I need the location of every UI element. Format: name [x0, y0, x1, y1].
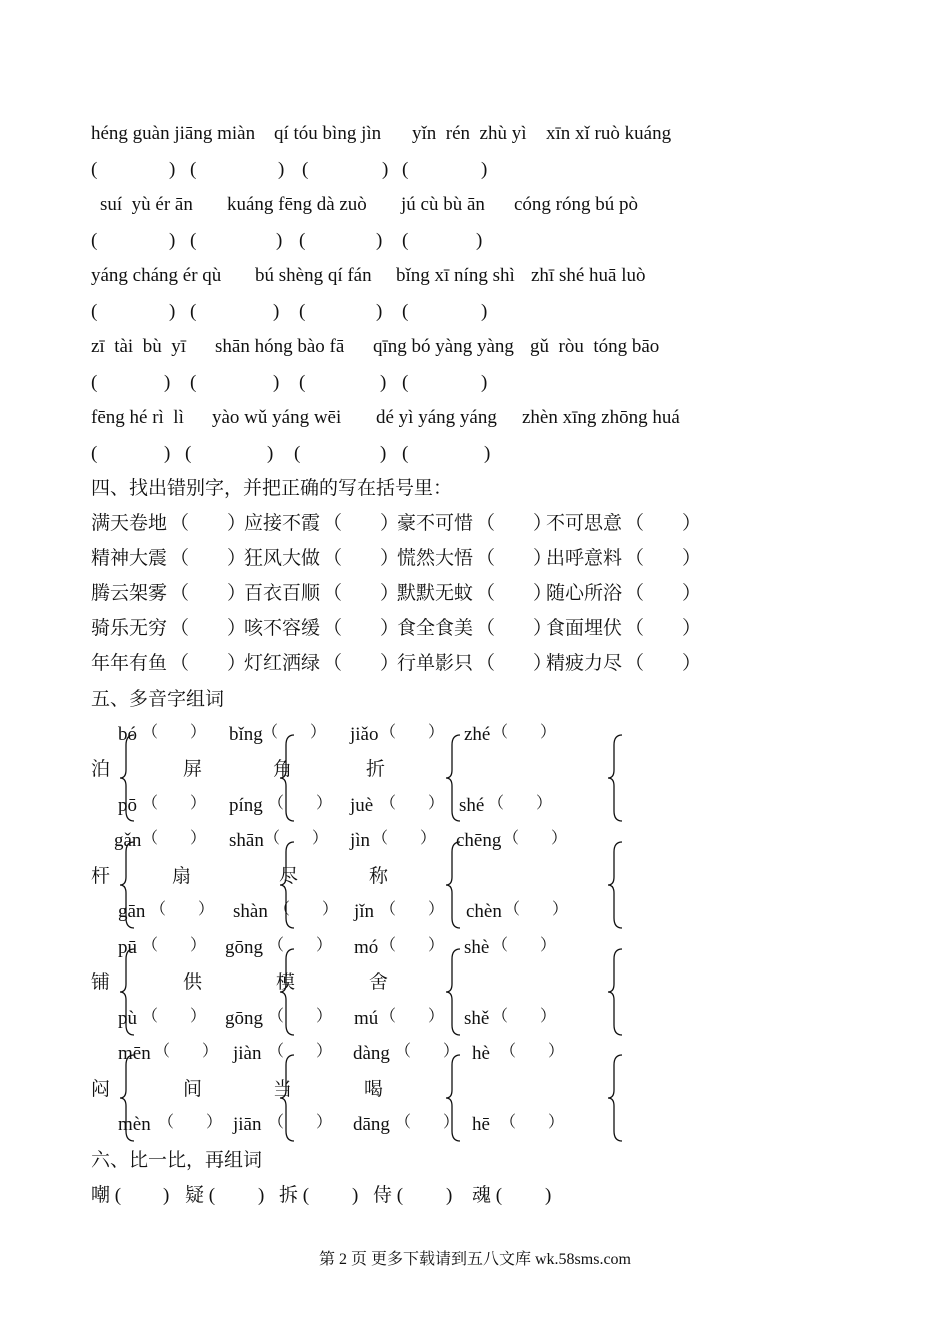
- polyphone-char: 闷: [91, 1079, 111, 1100]
- section-title: 五、多音字组词: [91, 689, 225, 710]
- answer-paren-open: (: [402, 230, 409, 251]
- pinyin-word: cóng róng bú pò: [514, 194, 639, 215]
- polyphone-char: 泊: [91, 759, 111, 780]
- curly-brace-icon: [606, 1053, 622, 1143]
- pinyin-reading: zhé: [464, 724, 491, 745]
- answer-paren-close: ): [258, 1185, 265, 1206]
- curly-brace-icon: [118, 840, 134, 930]
- answer-paren-close: ): [376, 230, 383, 251]
- answer-blank[interactable]: （ ）: [625, 583, 702, 604]
- pinyin-word: héng guàn jiāng miàn: [91, 123, 256, 144]
- answer-paren-open: (: [402, 301, 409, 322]
- wrong-word: 应接不霞: [244, 513, 321, 534]
- compare-char: 疑 (: [185, 1185, 216, 1206]
- pinyin-reading: shé: [459, 795, 485, 816]
- answer-paren-close: ): [267, 443, 274, 464]
- answer-blank[interactable]: （ ）: [170, 513, 247, 534]
- pinyin-reading: mēn: [118, 1043, 151, 1064]
- answer-paren-open: (: [91, 301, 98, 322]
- answer-blank[interactable]: （ ）: [492, 1008, 557, 1025]
- polyphone-char: 喝: [364, 1079, 384, 1100]
- answer-paren-open: (: [91, 443, 98, 464]
- curly-brace-icon: [606, 733, 622, 823]
- answer-blank[interactable]: （ ）: [503, 830, 568, 847]
- pinyin-reading: mú: [354, 1008, 379, 1029]
- pinyin-word: zhèn xīng zhōng huá: [522, 407, 680, 428]
- polyphone-char: 模: [276, 972, 296, 993]
- pinyin-reading: jiǎo: [350, 724, 379, 745]
- pinyin-reading: mó: [354, 937, 379, 958]
- wrong-word: 满天卷地: [91, 513, 168, 534]
- answer-blank[interactable]: （ ）: [150, 901, 215, 918]
- pinyin-word: zhī shé huā luò: [531, 265, 646, 286]
- answer-paren-close: ): [380, 443, 387, 464]
- curly-brace-icon: [278, 733, 294, 823]
- pinyin-reading: gǎn: [114, 830, 142, 851]
- polyphone-char: 当: [273, 1079, 293, 1100]
- section-title: 四、找出错别字，并把正确的写在括号里：: [91, 478, 453, 499]
- pinyin-reading: hē: [472, 1114, 490, 1135]
- answer-blank[interactable]: （ ）: [142, 795, 207, 812]
- polyphone-char: 称: [369, 866, 389, 887]
- answer-paren-open: (: [294, 443, 301, 464]
- pinyin-reading: shàn: [233, 901, 268, 922]
- pinyin-word: zī tài bù yī: [91, 336, 186, 357]
- answer-blank[interactable]: （ ）: [268, 1008, 333, 1025]
- answer-paren-open: (: [402, 159, 409, 180]
- curly-brace-icon: [606, 947, 622, 1037]
- compare-char: 嘲 (: [91, 1185, 122, 1206]
- compare-char: 拆 (: [279, 1185, 310, 1206]
- answer-paren-close: ): [481, 372, 488, 393]
- answer-blank[interactable]: （ ）: [142, 937, 207, 954]
- answer-paren-close: ): [376, 301, 383, 322]
- pinyin-word: gǔ ròu tóng bāo: [530, 336, 660, 357]
- answer-paren-close: ): [545, 1185, 552, 1206]
- wrong-word: 灯红洒绿: [244, 653, 321, 674]
- wrong-word: 百衣百顺: [244, 583, 321, 604]
- pinyin-reading: mèn: [118, 1114, 151, 1135]
- answer-blank[interactable]: （ ）: [380, 937, 445, 954]
- answer-blank[interactable]: （ ）: [142, 830, 207, 847]
- pinyin-reading: gōng: [225, 937, 263, 958]
- answer-blank[interactable]: （ ）: [323, 653, 400, 674]
- answer-blank[interactable]: （ ）: [380, 795, 445, 812]
- answer-paren-open: (: [402, 372, 409, 393]
- pinyin-reading: jiàn: [233, 1043, 262, 1064]
- answer-blank[interactable]: （ ）: [395, 1114, 460, 1131]
- pinyin-word: qí tóu bìng jìn: [274, 123, 382, 144]
- answer-paren-close: ): [481, 159, 488, 180]
- curly-brace-icon: [278, 840, 294, 930]
- pinyin-reading: hè: [472, 1043, 490, 1064]
- answer-blank[interactable]: （ ）: [262, 724, 327, 741]
- curly-brace-icon: [118, 733, 134, 823]
- wrong-word: 随心所浴: [546, 583, 623, 604]
- page-footer: 第 2 页 更多下载请到五八文库 wk.58sms.com: [318, 1251, 631, 1268]
- answer-paren-close: ): [278, 159, 285, 180]
- pinyin-word: suí yù ér ān: [100, 194, 193, 215]
- answer-blank[interactable]: （ ）: [476, 653, 553, 674]
- answer-paren-open: (: [190, 301, 197, 322]
- answer-blank[interactable]: （ ）: [488, 795, 553, 812]
- curly-brace-icon: [606, 840, 622, 930]
- answer-blank[interactable]: （ ）: [372, 830, 437, 847]
- answer-blank[interactable]: （ ）: [274, 901, 339, 918]
- pinyin-word: yào wǔ yáng wēi: [212, 407, 342, 428]
- polyphone-char: 尽: [279, 866, 299, 887]
- answer-blank[interactable]: （ ）: [170, 548, 247, 569]
- pinyin-word: kuáng fēng dà zuò: [227, 194, 367, 215]
- curly-brace-icon: [444, 1053, 460, 1143]
- pinyin-reading: píng: [229, 795, 263, 816]
- wrong-word: 腾云架雾: [91, 583, 168, 604]
- answer-paren-close: ): [481, 301, 488, 322]
- answer-blank[interactable]: （ ）: [323, 583, 400, 604]
- pinyin-reading: pū: [118, 937, 137, 958]
- pinyin-reading: shān: [229, 830, 264, 851]
- curly-brace-icon: [444, 947, 460, 1037]
- pinyin-reading: dàng: [353, 1043, 390, 1064]
- answer-blank[interactable]: （ ）: [158, 1114, 223, 1131]
- pinyin-reading: jǐn: [354, 901, 375, 922]
- pinyin-reading: jìn: [350, 830, 371, 851]
- compare-char: 魂 (: [472, 1185, 503, 1206]
- pinyin-reading: dāng: [353, 1114, 390, 1135]
- pinyin-word: fēng hé rì lì: [91, 407, 184, 428]
- pinyin-word: yáng cháng ér qù: [91, 265, 222, 286]
- answer-paren-open: (: [91, 159, 98, 180]
- pinyin-reading: gān: [118, 901, 146, 922]
- polyphone-char: 杆: [91, 866, 111, 887]
- answer-blank[interactable]: （ ）: [268, 795, 333, 812]
- answer-paren-close: ): [164, 443, 171, 464]
- answer-paren-close: ): [273, 301, 280, 322]
- answer-paren-close: ): [352, 1185, 359, 1206]
- answer-blank[interactable]: （ ）: [323, 618, 400, 639]
- polyphone-char: 折: [366, 759, 386, 780]
- wrong-word: 年年有鱼: [91, 653, 168, 674]
- answer-paren-close: ): [380, 372, 387, 393]
- wrong-word: 豪不可惜: [397, 513, 474, 534]
- curly-brace-icon: [444, 733, 460, 823]
- pinyin-reading: chēng: [456, 830, 502, 851]
- curly-brace-icon: [444, 840, 460, 930]
- wrong-word: 行单影只: [397, 653, 474, 674]
- wrong-word: 骑乐无穷: [91, 618, 168, 639]
- answer-blank[interactable]: （ ）: [380, 1008, 445, 1025]
- pinyin-word: bú shèng qí fán: [255, 265, 372, 286]
- answer-blank[interactable]: （ ）: [476, 513, 553, 534]
- answer-blank[interactable]: （ ）: [476, 548, 553, 569]
- pinyin-reading: pù: [118, 1008, 137, 1029]
- answer-blank[interactable]: （ ）: [476, 583, 553, 604]
- curly-brace-icon: [278, 947, 294, 1037]
- pinyin-word: yǐn rén zhù yì: [412, 123, 527, 144]
- answer-blank[interactable]: （ ）: [170, 583, 247, 604]
- answer-paren-close: ): [382, 159, 389, 180]
- answer-blank[interactable]: （ ）: [323, 548, 400, 569]
- wrong-word: 食全食美: [397, 618, 474, 639]
- answer-paren-open: (: [91, 230, 98, 251]
- pinyin-reading: juè: [350, 795, 374, 816]
- pinyin-reading: jiān: [233, 1114, 262, 1135]
- answer-paren-open: (: [190, 372, 197, 393]
- polyphone-char: 舍: [369, 972, 389, 993]
- polyphone-char: 扇: [172, 866, 192, 887]
- wrong-word: 食面埋伏: [546, 618, 623, 639]
- pinyin-reading: chèn: [466, 901, 502, 922]
- answer-blank[interactable]: （ ）: [625, 548, 702, 569]
- polyphone-char: 屏: [183, 759, 203, 780]
- answer-paren-close: ): [276, 230, 283, 251]
- compare-char: 侍 (: [373, 1185, 404, 1206]
- section-title: 六、比一比，再组词: [91, 1150, 263, 1171]
- pinyin-reading: pō: [118, 795, 137, 816]
- answer-paren-open: (: [299, 372, 306, 393]
- answer-paren-open: (: [91, 372, 98, 393]
- pinyin-word: dé yì yáng yáng: [376, 407, 497, 428]
- wrong-word: 精神大震: [91, 548, 168, 569]
- answer-paren-close: ): [273, 372, 280, 393]
- pinyin-reading: bó: [118, 724, 137, 745]
- answer-paren-close: ): [169, 159, 176, 180]
- answer-blank[interactable]: （ ）: [264, 830, 329, 847]
- answer-paren-open: (: [402, 443, 409, 464]
- answer-blank[interactable]: （ ）: [625, 618, 702, 639]
- answer-blank[interactable]: （ ）: [380, 724, 445, 741]
- polyphone-char: 铺: [91, 972, 111, 993]
- answer-blank[interactable]: （ ）: [170, 653, 247, 674]
- answer-blank[interactable]: （ ）: [476, 618, 553, 639]
- answer-blank[interactable]: （ ）: [500, 1114, 565, 1131]
- answer-blank[interactable]: （ ）: [323, 513, 400, 534]
- answer-blank[interactable]: （ ）: [170, 618, 247, 639]
- answer-paren-open: (: [190, 159, 197, 180]
- pinyin-word: xīn xǐ ruò kuáng: [546, 123, 672, 144]
- polyphone-char: 供: [183, 972, 203, 993]
- answer-blank[interactable]: （ ）: [395, 1043, 460, 1060]
- answer-blank[interactable]: （ ）: [625, 653, 702, 674]
- wrong-word: 精疲力尽: [546, 653, 623, 674]
- wrong-word: 出呼意料: [546, 548, 623, 569]
- answer-paren-close: ): [164, 372, 171, 393]
- answer-paren-close: ): [169, 301, 176, 322]
- answer-blank[interactable]: （ ）: [500, 1043, 565, 1060]
- wrong-word: 狂风大做: [244, 548, 321, 569]
- answer-paren-open: (: [302, 159, 309, 180]
- answer-paren-close: ): [163, 1185, 170, 1206]
- answer-paren-close: ): [169, 230, 176, 251]
- answer-paren-close: ): [484, 443, 491, 464]
- pinyin-reading: gōng: [225, 1008, 263, 1029]
- answer-blank[interactable]: （ ）: [492, 937, 557, 954]
- pinyin-word: shān hóng bào fā: [215, 336, 345, 357]
- wrong-word: 默默无蚊: [397, 583, 474, 604]
- pinyin-word: bǐng xī níng shì: [396, 265, 515, 286]
- answer-blank[interactable]: （ ）: [142, 724, 207, 741]
- wrong-word: 咳不容缓: [244, 618, 321, 639]
- answer-paren-open: (: [299, 301, 306, 322]
- pinyin-word: qīng bó yàng yàng: [373, 336, 514, 357]
- polyphone-char: 角: [273, 759, 293, 780]
- answer-paren-open: (: [185, 443, 192, 464]
- curly-brace-icon: [118, 1053, 134, 1143]
- wrong-word: 慌然大悟: [397, 548, 474, 569]
- answer-blank[interactable]: （ ）: [380, 901, 445, 918]
- answer-blank[interactable]: （ ）: [504, 901, 569, 918]
- answer-paren-open: (: [299, 230, 306, 251]
- answer-paren-close: ): [476, 230, 483, 251]
- answer-blank[interactable]: （ ）: [268, 1043, 333, 1060]
- answer-blank[interactable]: （ ）: [268, 1114, 333, 1131]
- answer-blank[interactable]: （ ）: [154, 1043, 219, 1060]
- polyphone-char: 间: [183, 1079, 203, 1100]
- answer-blank[interactable]: （ ）: [625, 513, 702, 534]
- answer-blank[interactable]: （ ）: [492, 724, 557, 741]
- answer-paren-close: ): [446, 1185, 453, 1206]
- curly-brace-icon: [278, 1053, 294, 1143]
- pinyin-reading: shě: [464, 1008, 490, 1029]
- pinyin-reading: shè: [464, 937, 490, 958]
- answer-blank[interactable]: （ ）: [142, 1008, 207, 1025]
- answer-blank[interactable]: （ ）: [268, 937, 333, 954]
- pinyin-word: jú cù bù ān: [401, 194, 485, 215]
- wrong-word: 不可思意: [546, 513, 623, 534]
- curly-brace-icon: [118, 947, 134, 1037]
- answer-paren-open: (: [190, 230, 197, 251]
- pinyin-reading: bǐng: [229, 724, 263, 745]
